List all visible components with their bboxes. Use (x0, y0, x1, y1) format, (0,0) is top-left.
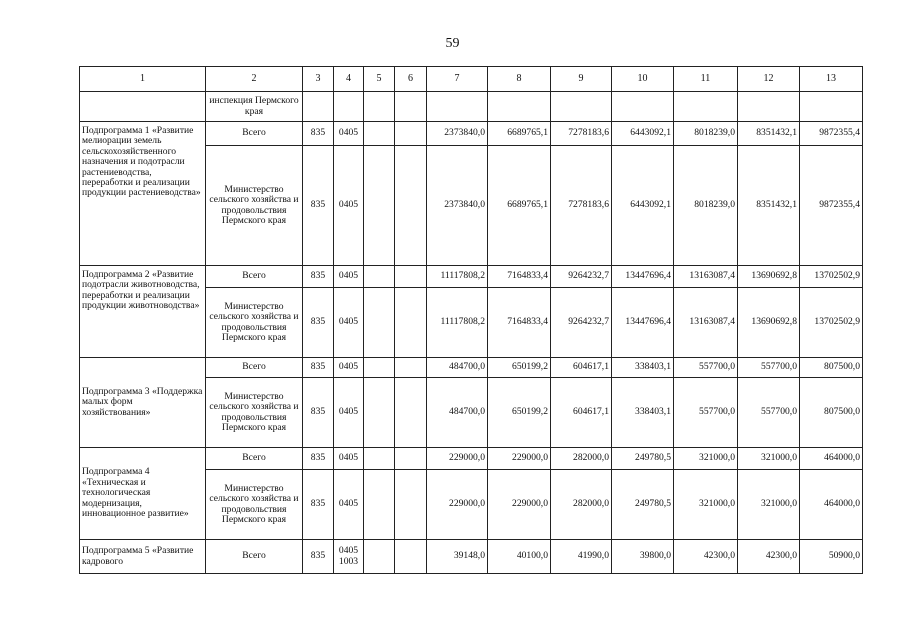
value-cell: 41990,0 (551, 540, 612, 574)
header-cell: 8 (488, 67, 551, 92)
value-cell: 321000,0 (674, 470, 738, 540)
value-cell: 13690692,8 (738, 288, 800, 358)
value-cell: 13447696,4 (612, 288, 674, 358)
code-cell: 0405 (334, 146, 364, 266)
total-label: Всего (206, 358, 303, 378)
value-cell: 9264232,7 (551, 266, 612, 288)
value-cell: 484700,0 (427, 358, 488, 378)
value-cell: 557700,0 (674, 378, 738, 448)
value-cell: 321000,0 (674, 448, 738, 470)
value-cell: 6689765,1 (488, 122, 551, 146)
value-cell: 7164833,4 (488, 288, 551, 358)
code-cell: 835 (303, 122, 334, 146)
value-cell: 8018239,0 (674, 146, 738, 266)
header-cell: 1 (80, 67, 206, 92)
header-cell: 9 (551, 67, 612, 92)
value-cell: 11117808,2 (427, 288, 488, 358)
subprogram-name: Подпрограмма 2 «Развитие подотрасли животноводства, переработки и реализации продукции животноводства» (80, 266, 206, 358)
value-cell: 39800,0 (612, 540, 674, 574)
value-cell: 321000,0 (738, 470, 800, 540)
code-cell: 835 (303, 448, 334, 470)
table-row (80, 448, 863, 470)
executor-cell: Министерство сельского хозяйства и продовольствия Пермского края (206, 378, 303, 448)
value-cell: 40100,0 (488, 540, 551, 574)
value-cell: 2373840,0 (427, 146, 488, 266)
page-number: 59 (445, 36, 460, 51)
value-cell: 9872355,4 (800, 122, 863, 146)
executor-cell: Министерство сельского хозяйства и продовольствия Пермского края (206, 470, 303, 540)
value-cell: 6443092,1 (612, 146, 674, 266)
value-cell: 42300,0 (738, 540, 800, 574)
value-cell: 282000,0 (551, 470, 612, 540)
code-cell: 0405 (334, 122, 364, 146)
table-row (80, 358, 863, 378)
total-label: Всего (206, 266, 303, 288)
value-cell: 13163087,4 (674, 288, 738, 358)
code-cell: 835 (303, 266, 334, 288)
value-cell: 282000,0 (551, 448, 612, 470)
value-cell: 50900,0 (800, 540, 863, 574)
value-cell: 13690692,8 (738, 266, 800, 288)
value-cell: 7278183,6 (551, 146, 612, 266)
value-cell: 6443092,1 (612, 122, 674, 146)
code-cell: 835 (303, 146, 334, 266)
value-cell: 7164833,4 (488, 266, 551, 288)
code-cell: 0405 (334, 470, 364, 540)
value-cell: 6689765,1 (488, 146, 551, 266)
total-label: Всего (206, 540, 303, 574)
subprogram-name: Подпрограмма 3 «Поддержка малых форм хозяйствования» (80, 358, 206, 448)
total-label: Всего (206, 448, 303, 470)
executor-cell: инспекция Пермского края (206, 92, 303, 122)
value-cell: 604617,1 (551, 378, 612, 448)
value-cell: 650199,2 (488, 358, 551, 378)
header-cell: 7 (427, 67, 488, 92)
code-cell: 0405 (334, 266, 364, 288)
value-cell: 39148,0 (427, 540, 488, 574)
value-cell: 807500,0 (800, 378, 863, 448)
code-cell: 0405 1003 (334, 540, 364, 574)
executor-cell: Министерство сельского хозяйства и продовольствия Пермского края (206, 146, 303, 266)
value-cell: 9264232,7 (551, 288, 612, 358)
value-cell: 321000,0 (738, 448, 800, 470)
value-cell: 338403,1 (612, 358, 674, 378)
value-cell: 8351432,1 (738, 122, 800, 146)
subprogram-name: Подпрограмма 4 «Техническая и технологическая модернизация, инновационное развитие» (80, 448, 206, 540)
value-cell: 229000,0 (488, 470, 551, 540)
header-cell: 6 (395, 67, 427, 92)
value-cell: 604617,1 (551, 358, 612, 378)
executor-cell: Министерство сельского хозяйства и продовольствия Пермского края (206, 288, 303, 358)
value-cell: 13163087,4 (674, 266, 738, 288)
table-row (80, 122, 863, 146)
subprogram-name: Подпрограмма 5 «Развитие кадрового (80, 540, 206, 574)
value-cell: 8351432,1 (738, 146, 800, 266)
header-cell: 10 (612, 67, 674, 92)
value-cell: 338403,1 (612, 378, 674, 448)
code-cell: 835 (303, 378, 334, 448)
code-cell: 835 (303, 358, 334, 378)
value-cell: 249780,5 (612, 448, 674, 470)
total-label: Всего (206, 122, 303, 146)
value-cell: 650199,2 (488, 378, 551, 448)
code-cell: 835 (303, 540, 334, 574)
value-cell: 249780,5 (612, 470, 674, 540)
table-row (80, 266, 863, 288)
value-cell: 557700,0 (674, 358, 738, 378)
carry-row (80, 92, 863, 122)
header-cell: 5 (364, 67, 395, 92)
code-cell: 835 (303, 470, 334, 540)
value-cell: 807500,0 (800, 358, 863, 378)
header-cell: 12 (738, 67, 800, 92)
value-cell: 42300,0 (674, 540, 738, 574)
value-cell: 13702502,9 (800, 288, 863, 358)
header-cell: 13 (800, 67, 863, 92)
header-row (80, 67, 863, 92)
value-cell: 8018239,0 (674, 122, 738, 146)
header-cell: 11 (674, 67, 738, 92)
code-cell: 0405 (334, 288, 364, 358)
value-cell: 229000,0 (488, 448, 551, 470)
code-cell: 0405 (334, 358, 364, 378)
value-cell: 11117808,2 (427, 266, 488, 288)
code-cell: 0405 (334, 378, 364, 448)
value-cell: 13447696,4 (612, 266, 674, 288)
value-cell: 464000,0 (800, 470, 863, 540)
value-cell: 557700,0 (738, 378, 800, 448)
value-cell: 2373840,0 (427, 122, 488, 146)
value-cell: 229000,0 (427, 448, 488, 470)
budget-table (79, 66, 863, 574)
value-cell: 484700,0 (427, 378, 488, 448)
subprogram-name: Подпрограмма 1 «Развитие мелиорации земель сельскохозяйственного назначения и подотрасли растениеводства, переработки и реализации продукции растениеводства» (80, 122, 206, 266)
value-cell: 464000,0 (800, 448, 863, 470)
header-cell: 3 (303, 67, 334, 92)
value-cell: 13702502,9 (800, 266, 863, 288)
value-cell: 229000,0 (427, 470, 488, 540)
header-cell: 4 (334, 67, 364, 92)
value-cell: 7278183,6 (551, 122, 612, 146)
value-cell: 557700,0 (738, 358, 800, 378)
table-row (80, 540, 863, 574)
header-cell: 2 (206, 67, 303, 92)
value-cell: 9872355,4 (800, 146, 863, 266)
code-cell: 0405 (334, 448, 364, 470)
code-cell: 835 (303, 288, 334, 358)
